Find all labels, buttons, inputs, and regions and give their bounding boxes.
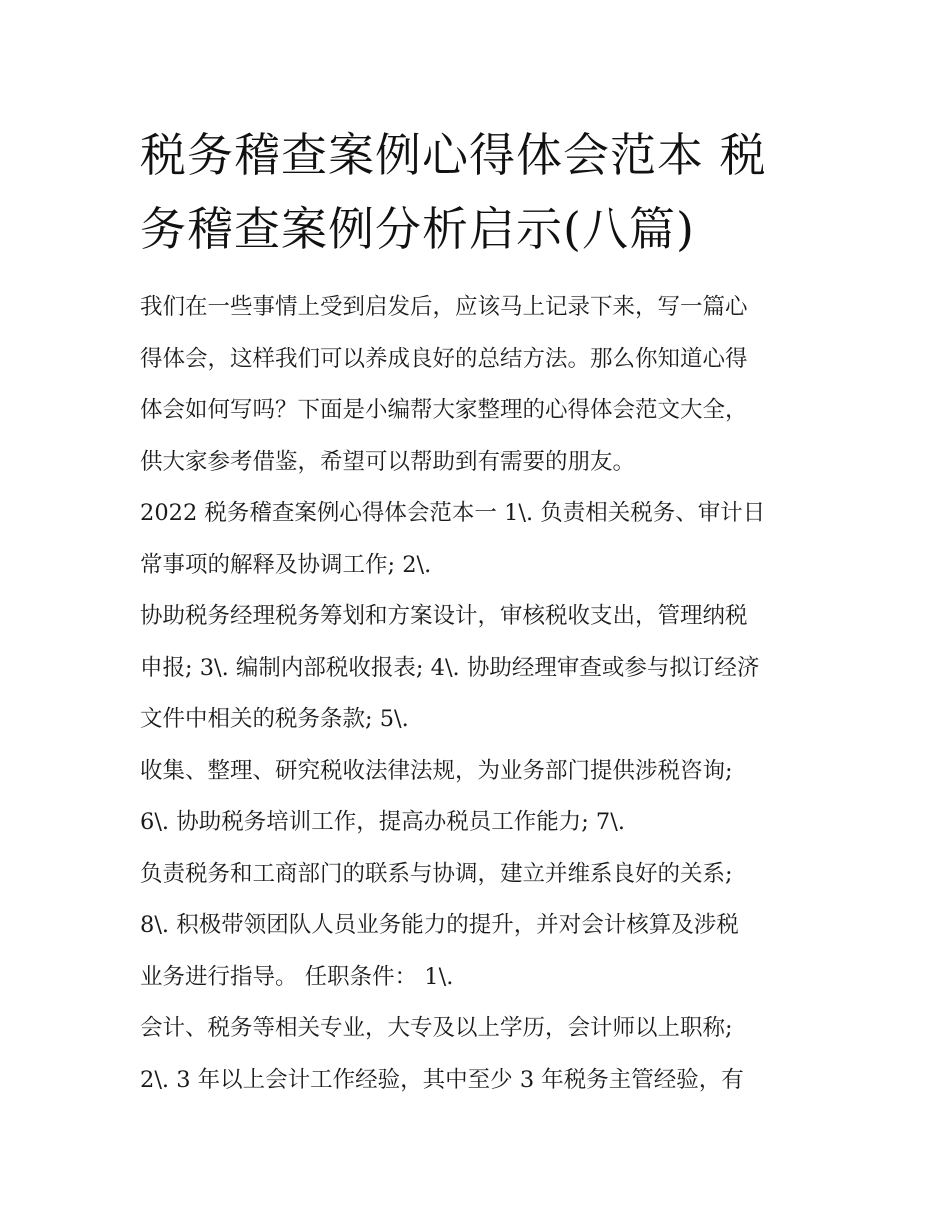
text-line: 负责税务和工商部门的联系与协调，建立并维系良好的关系; (140, 860, 733, 887)
text-line: 常事项的解释及协调工作; 2\. (140, 551, 432, 578)
text-line: 会计、税务等相关专业，大专及以上学历，会计师以上职称; (140, 1015, 733, 1041)
title-line: 税务稽查案例心得体会范本 税 (140, 128, 767, 182)
text-line: 2\. 3 年以上会计工作经验，其中至少 3 年税务主管经验，有 (140, 1066, 744, 1093)
text-line: 协助税务经理税务筹划和方案设计，审核税收支出，管理纳税 (140, 603, 748, 629)
intro-paragraph (140, 282, 820, 488)
text-line: 体会如何写吗？下面是小编帮大家整理的心得体会范文大全， (140, 397, 748, 423)
text-line: 8\. 积极带领团队人员业务能力的提升，并对会计核算及涉税 (140, 912, 739, 938)
document-title (140, 118, 820, 266)
document-content (140, 118, 820, 1106)
text-line: 申报; 3\. 编制内部税收报表; 4\. 协助经理审查或参与拟订经济 (140, 654, 760, 681)
text-line: 得体会，这样我们可以养成良好的总结方法。那么你知道心得 (140, 345, 748, 372)
text-line: 文件中相关的税务条款; 5\. (140, 706, 409, 732)
body-paragraph (140, 591, 820, 746)
title-line: 务稽查案例分析启示(八篇) (140, 202, 695, 256)
text-line: 6\. 协助税务培训工作，提高办税员工作能力; 7\. (140, 809, 625, 835)
body-paragraph (140, 488, 820, 591)
text-line: 我们在一些事情上受到启发后，应该马上记录下来，写一篇心 (140, 294, 748, 320)
body-paragraph (140, 746, 820, 849)
body-paragraph (140, 1003, 820, 1106)
text-line: 2022 税务稽查案例心得体会范本一 1\. 负责相关税务、审计日 (140, 500, 766, 526)
text-line: 收集、整理、研究税收法律法规，为业务部门提供涉税咨询; (140, 757, 733, 784)
document-body (140, 282, 820, 1106)
body-paragraph (140, 849, 820, 1004)
text-line: 业务进行指导。 任职条件： 1\. (140, 963, 454, 990)
text-line: 供大家参考借鉴，希望可以帮助到有需要的朋友。 (140, 448, 636, 475)
